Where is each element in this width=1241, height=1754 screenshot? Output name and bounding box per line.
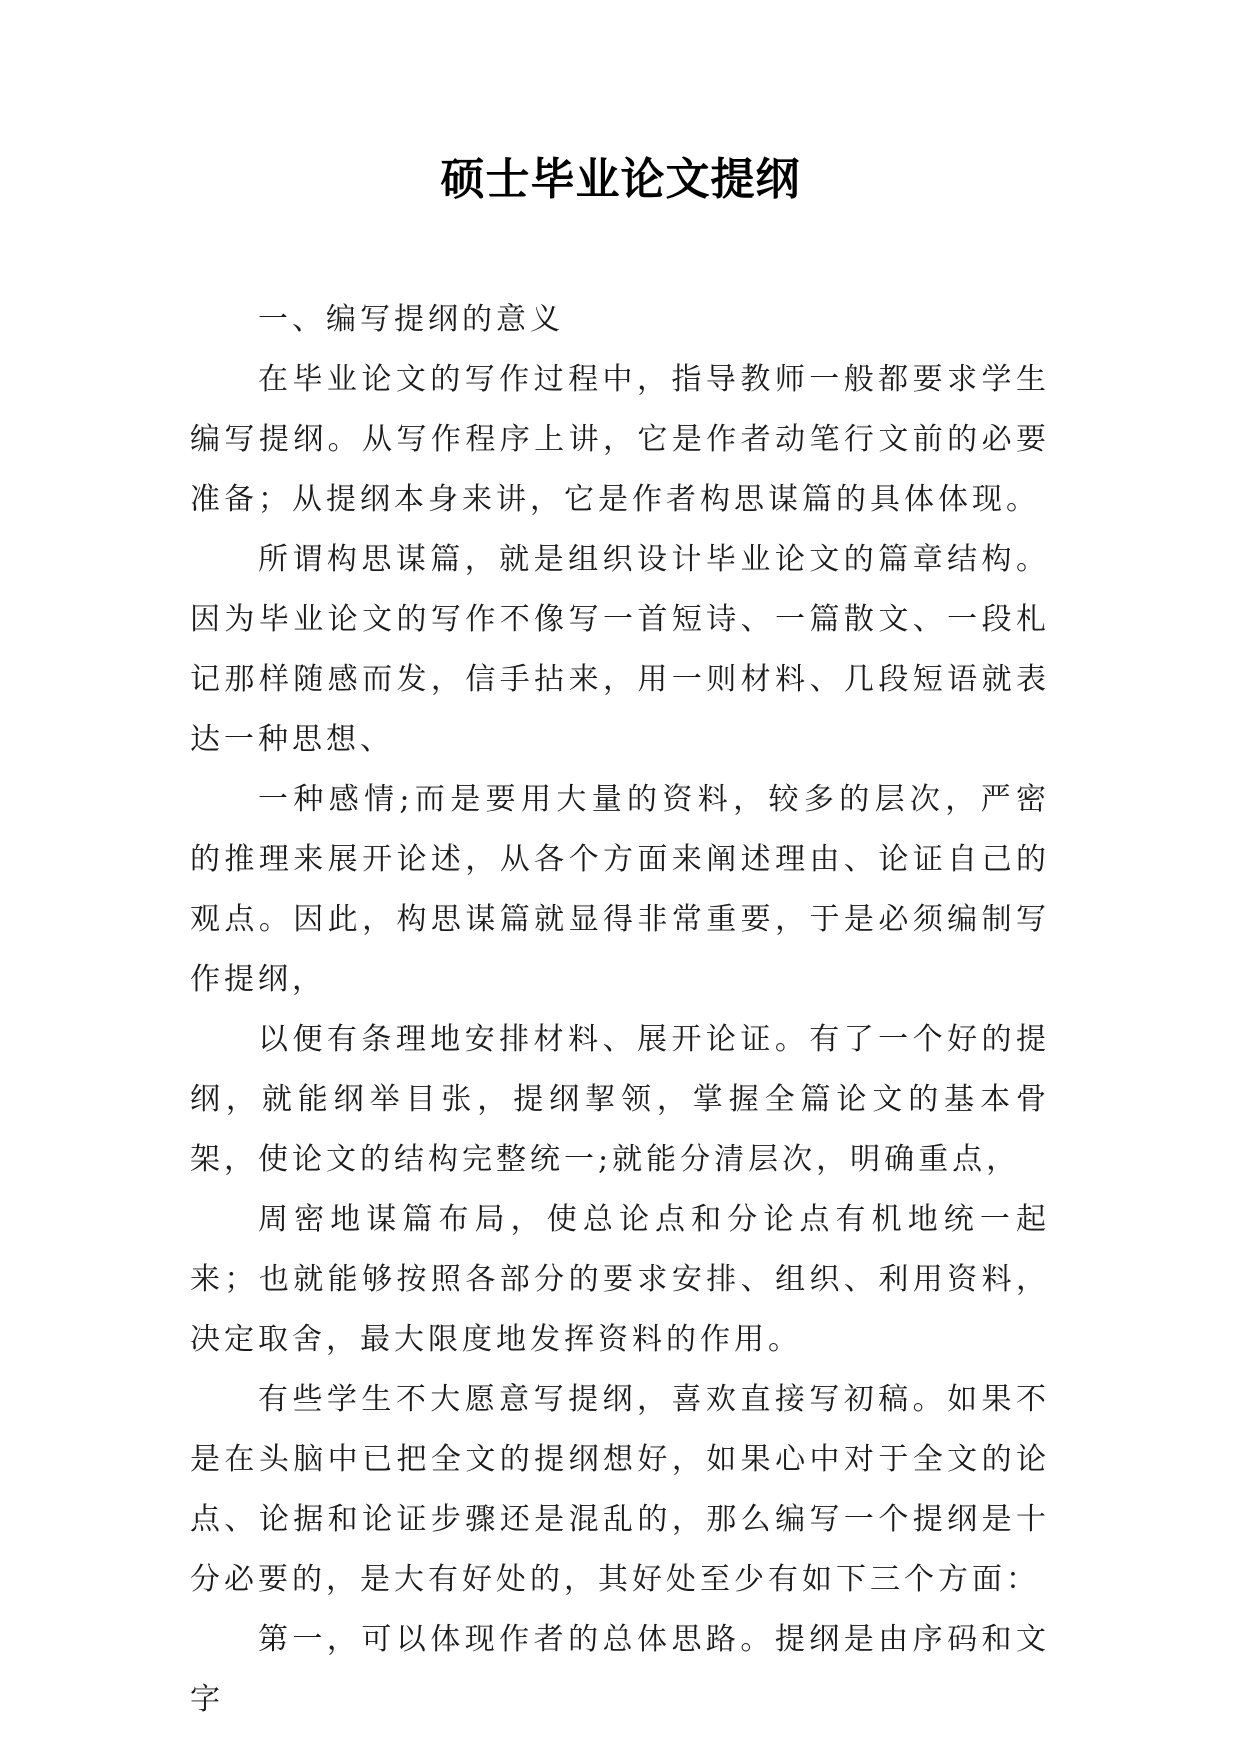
document-title: 硕士毕业论文提纲	[440, 154, 801, 205]
paragraph: 一种感情;而是要用大量的资料，较多的层次，严密的推理来展开论述，从各个方面来阐述理由、论证自己的观点。因此，构思谋篇就显得非常重要，于是必须编制写作提纲，	[190, 782, 1050, 997]
paragraph: 有些学生不大愿意写提纲，喜欢直接写初稿。如果不是在头脑中已把全文的提纲想好，如果心中对于全文的论点、论据和论证步骤还是混乱的，那么编写一个提纲是十分必要的，是大有好处的，其好处至少有如下三个方面：	[190, 1382, 1050, 1597]
paragraph: 所谓构思谋篇，就是组织设计毕业论文的篇章结构。因为毕业论文的写作不像写一首短诗、一篇散文、一段札记那样随感而发，信手拈来，用一则材料、几段短语就表达一种思想、	[190, 542, 1050, 757]
paragraph: 周密地谋篇布局，使总论点和分论点有机地统一起来；也就能够按照各部分的要求安排、组织、利用资料，决定取舍，最大限度地发挥资料的作用。	[190, 1202, 1050, 1357]
paragraph: 以便有条理地安排材料、展开论证。有了一个好的提纲，就能纲举目张，提纲挈领，掌握全篇论文的基本骨架，使论文的结构完整统一;就能分清层次，明确重点，	[190, 1022, 1050, 1177]
document-body	[190, 290, 1050, 1730]
paragraph: 第一，可以体现作者的总体思路。提纲是由序码和文字	[190, 1622, 1050, 1717]
section-heading: 一、编写提纲的意义	[258, 302, 564, 337]
paragraph: 在毕业论文的写作过程中，指导教师一般都要求学生编写提纲。从写作程序上讲，它是作者动笔行文前的必要准备；从提纲本身来讲，它是作者构思谋篇的具体体现。	[190, 362, 1050, 517]
